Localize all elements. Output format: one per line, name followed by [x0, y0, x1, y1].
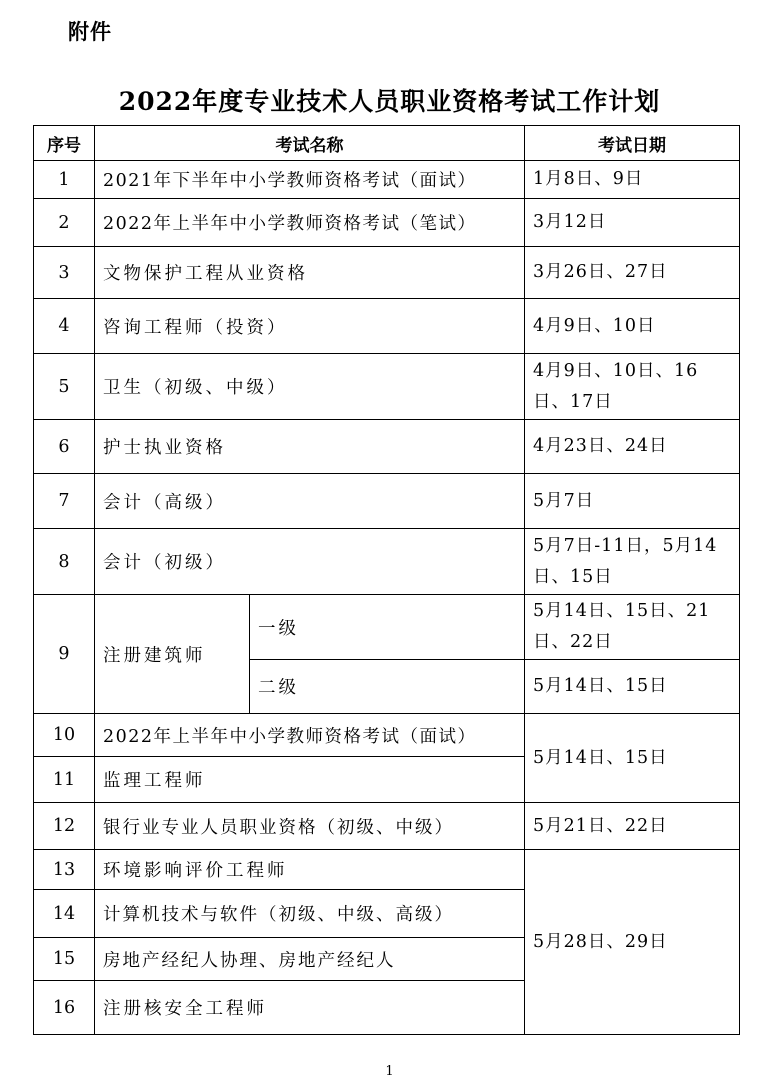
row-exam-subname: 二级: [250, 660, 525, 714]
table-row: [34, 595, 740, 660]
row-seq: 13: [34, 850, 95, 890]
row-exam-date: 5月14日、15日、21日、22日: [525, 595, 740, 660]
row-exam-date: 3月12日: [525, 199, 740, 247]
row-exam-date: 5月21日、22日: [525, 803, 740, 850]
page-title: 2022年度专业技术人员职业资格考试工作计划: [118, 87, 661, 116]
row-seq: 3: [34, 247, 95, 299]
row-seq: 11: [34, 757, 95, 803]
exam-schedule-table: [33, 125, 740, 1035]
row-seq: 5: [34, 354, 95, 420]
row-exam-date: 4月9日、10日: [525, 299, 740, 354]
row-exam-name: 注册核安全工程师: [95, 981, 525, 1035]
row-seq: 2: [34, 199, 95, 247]
row-exam-date: 5月28日、29日: [525, 850, 740, 1035]
table-row: [34, 161, 740, 199]
row-exam-date: 1月8日、9日: [525, 161, 740, 199]
row-exam-name: 卫生（初级、中级）: [95, 354, 525, 420]
row-seq: 10: [34, 714, 95, 757]
row-exam-name: 护士执业资格: [95, 420, 525, 474]
row-seq: 6: [34, 420, 95, 474]
table-row: [34, 247, 740, 299]
row-exam-name: 文物保护工程从业资格: [95, 247, 525, 299]
row-seq: 4: [34, 299, 95, 354]
header-seq: 序号: [34, 126, 95, 161]
row-exam-date: 5月7日: [525, 474, 740, 529]
row-seq: 14: [34, 890, 95, 938]
table-header-row: [34, 126, 740, 161]
row-exam-date: 5月14日、15日: [525, 660, 740, 714]
header-date: 考试日期: [525, 126, 740, 161]
row-exam-date: 5月14日、15日: [525, 714, 740, 803]
row-seq: 1: [34, 161, 95, 199]
row-exam-date: 3月26日、27日: [525, 247, 740, 299]
row-exam-date: 4月23日、24日: [525, 420, 740, 474]
row-exam-date: 5月7日-11日，5月14日、15日: [525, 529, 740, 595]
table-row: [34, 714, 740, 757]
table-row: [34, 299, 740, 354]
table-row: [34, 420, 740, 474]
row-exam-name: 银行业专业人员职业资格（初级、中级）: [95, 803, 525, 850]
attachment-label: 附件: [68, 20, 112, 44]
table-row: [34, 354, 740, 420]
row-exam-name: 会计（初级）: [95, 529, 525, 595]
row-exam-name: 会计（高级）: [95, 474, 525, 529]
table-row: [34, 199, 740, 247]
row-exam-name: 环境影响评价工程师: [95, 850, 525, 890]
row-seq: 15: [34, 938, 95, 981]
row-exam-name: 监理工程师: [95, 757, 525, 803]
row-seq: 12: [34, 803, 95, 850]
row-exam-date: 4月9日、10日、16日、17日: [525, 354, 740, 420]
table-row: [34, 803, 740, 850]
header-name: 考试名称: [95, 126, 525, 161]
row-seq: 16: [34, 981, 95, 1035]
row-seq: 8: [34, 529, 95, 595]
row-seq: 7: [34, 474, 95, 529]
row-exam-name: 计算机技术与软件（初级、中级、高级）: [95, 890, 525, 938]
table-row: [34, 474, 740, 529]
row-exam-name: 房地产经纪人协理、房地产经纪人: [95, 938, 525, 981]
row-exam-name: 2022年上半年中小学教师资格考试（面试）: [95, 714, 525, 757]
row-exam-name: 咨询工程师（投资）: [95, 299, 525, 354]
row-exam-subname: 一级: [250, 595, 525, 660]
row-exam-name: 2021年下半年中小学教师资格考试（面试）: [95, 161, 525, 199]
row-exam-name: 2022年上半年中小学教师资格考试（笔试）: [95, 199, 525, 247]
page-number: 1: [385, 1064, 394, 1079]
table-row: [34, 529, 740, 595]
row-exam-name: 注册建筑师: [95, 595, 250, 714]
table-row: [34, 850, 740, 890]
row-seq: 9: [34, 595, 95, 714]
